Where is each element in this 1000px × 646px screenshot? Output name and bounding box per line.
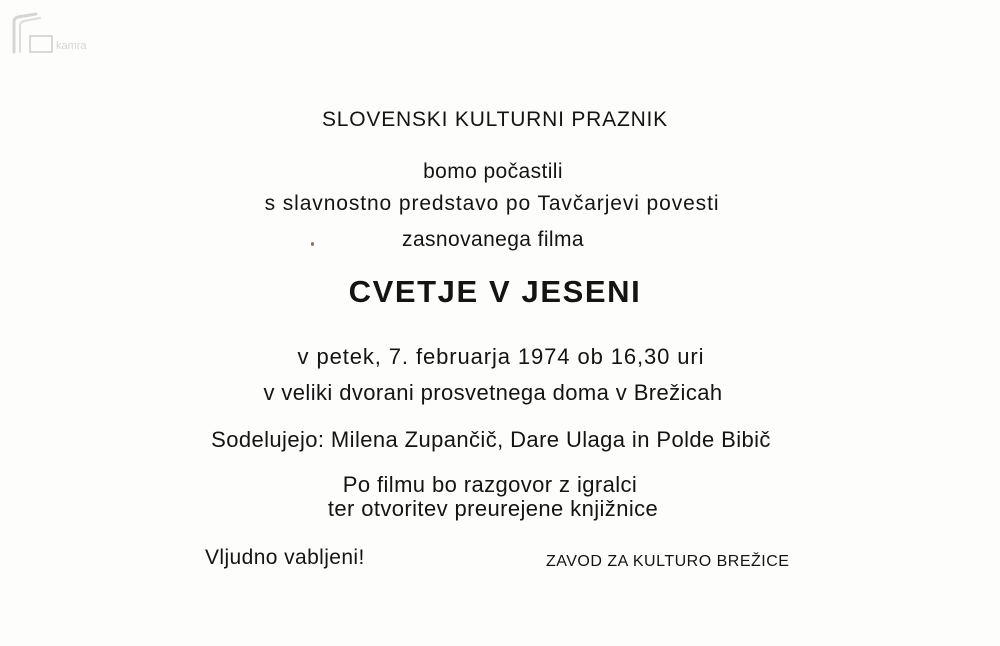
venue-line: v veliki dvorani prosvetnega doma v Brežicah (263, 380, 723, 405)
intro-line-1: bomo počastili (423, 160, 563, 183)
intro-line-2: s slavnostno predstavo po Tavčarjevi povesti (264, 192, 720, 215)
closing-greeting: Vljudno vabljeni! (205, 546, 365, 569)
library-line: ter otvoritev preurejene knjižnice (327, 496, 659, 521)
cast-line: Sodelujejo: Milena Zupančič, Dare Ulaga in Polde Bibič (211, 427, 771, 452)
event-heading: SLOVENSKI KULTURNI PRAZNIK (322, 108, 668, 131)
intro-line-3: zasnovanega filma (402, 228, 584, 251)
paper-speck (311, 242, 314, 246)
organizer-name: ZAVOD ZA KULTURO BREŽICE (546, 553, 790, 570)
date-line: v petek, 7. februarja 1974 ob 16,30 uri (297, 344, 705, 369)
talk-line: Po filmu bo razgovor z igralci (342, 472, 638, 497)
archive-logo-icon (10, 12, 110, 56)
film-title: CVETJE V JESENI (348, 274, 642, 309)
watermark-text: kamra (56, 40, 87, 52)
